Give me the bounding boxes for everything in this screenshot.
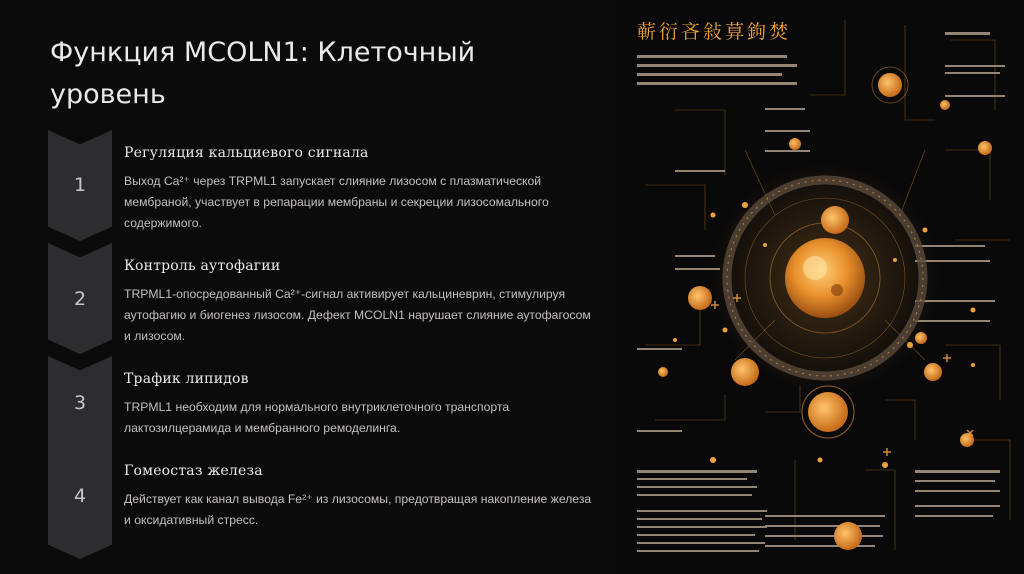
step-description: TRPML1 необходим для нормального внутриклеточного транспорта лактозилцерамида и мембранного ремоделинга. — [124, 400, 510, 435]
step-number: 4 — [73, 485, 87, 507]
step-item — [124, 258, 594, 347]
step-item — [124, 463, 594, 531]
step-title: Трафик липидов — [124, 371, 249, 387]
step-title: Регуляция кальциевого сигнала — [124, 145, 369, 161]
step-number: 3 — [73, 392, 87, 414]
step-title: Гомеостаз железа — [124, 463, 263, 479]
step-description: Действует как канал вывода Fe²⁺ из лизосомы, предотвращая накопление железа и оксидативный стресс. — [124, 492, 592, 527]
slide-title: Функция MCOLN1: Клеточный уровень — [50, 37, 476, 110]
cell-nucleus — [785, 238, 865, 318]
step-number: 1 — [73, 174, 87, 196]
cell-infographic-image — [615, 0, 1024, 574]
cell-infographic-svg — [615, 0, 1024, 574]
step-description: TRPML1-опосредованный Ca²⁺-сигнал активирует кальциневрин, стимулируя аутофагию и биогенез лизосом. Дефект MCOLN1 нарушает слияние аутофагосом и лизосом. — [124, 287, 591, 343]
nucleus-highlight — [803, 256, 827, 280]
step-item — [124, 145, 594, 234]
step-chevrons — [48, 130, 112, 550]
step-description: Выход Ca²⁺ через TRPML1 запускает слияние лизосом с плазматической мембраной, участвует в репарации мембраны и секреции лизосомального содержимого. — [124, 174, 549, 230]
step-number: 2 — [73, 288, 87, 310]
illustration-header: 蕲衍吝敍萛鉤焚 — [637, 21, 792, 43]
step-item — [124, 371, 594, 439]
step-title: Контроль аутофагии — [124, 258, 281, 274]
nucleus-spot — [831, 284, 843, 296]
